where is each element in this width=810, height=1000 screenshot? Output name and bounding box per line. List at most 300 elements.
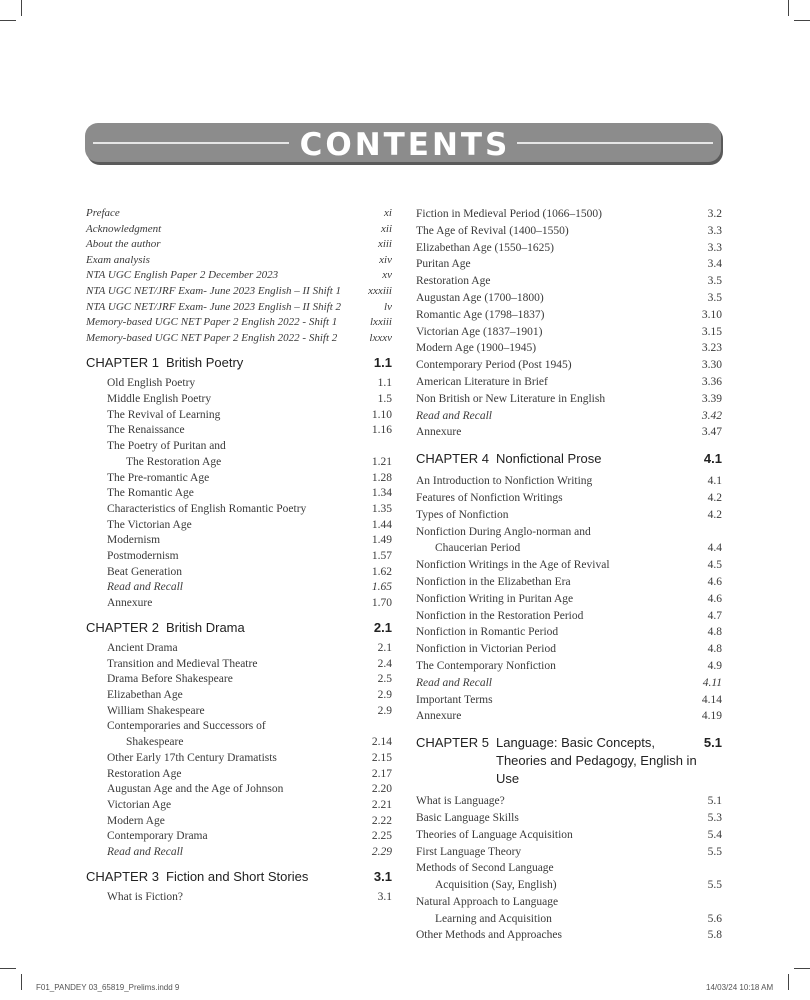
entry-title (416, 340, 702, 357)
entry-title (107, 704, 378, 720)
toc-entry[interactable] (86, 580, 392, 596)
toc-entry[interactable] (86, 596, 392, 612)
entry-page: 2.1 (377, 641, 392, 654)
entry-page: 3.15 (701, 325, 722, 338)
entry-title (416, 408, 702, 425)
entry-title-line: Ancient Drama (107, 641, 178, 654)
entry-page: 2.25 (371, 830, 392, 843)
entry-page: 2.4 (377, 657, 392, 670)
toc-entry[interactable] (86, 767, 392, 783)
toc-entry[interactable] (86, 657, 392, 673)
entry-title-line: Modernism (107, 534, 161, 547)
toc-entry[interactable] (395, 608, 722, 625)
toc-entry[interactable] (395, 273, 722, 290)
entry-page: lv (384, 300, 392, 313)
page-title: CONTENTS (299, 127, 511, 163)
toc-entry[interactable] (395, 424, 722, 441)
entry-title (416, 641, 708, 658)
toc-entry[interactable] (86, 486, 392, 502)
footer-file-info: F01_PANDEY 03_65819_Prelims.indd 9 (36, 983, 180, 992)
entry-title (107, 798, 372, 814)
entry-title (107, 814, 372, 830)
entry-page: 5.6 (707, 912, 722, 925)
entry-title-line: Augustan Age and the Age of Johnson (107, 783, 284, 796)
toc-entry[interactable] (86, 890, 392, 906)
entry-title (107, 751, 372, 767)
entry-title (416, 608, 708, 625)
chapter-page: 2.1 (373, 619, 392, 635)
toc-entry[interactable] (86, 565, 392, 581)
entry-page: 3.30 (701, 359, 722, 372)
chapter-page: 5.1 (703, 735, 722, 751)
entry-title-line: Learning and Acquisition (435, 912, 552, 925)
entry-title-line: Postmodernism (107, 550, 179, 563)
entry-title-line: Annexure (107, 597, 153, 610)
entry-title-line: Augustan Age (1700–1800) (416, 291, 544, 304)
entry-title (416, 473, 708, 490)
entry-page: 3.39 (701, 392, 722, 405)
toc-entry[interactable] (395, 844, 722, 861)
entry-page: 3.47 (701, 426, 722, 439)
entry-title (107, 829, 372, 845)
entry-page: 2.5 (377, 673, 392, 686)
toc-entry[interactable] (395, 290, 722, 307)
entry-title-line: Theories of Language Acquisition (416, 828, 573, 841)
toc-entry[interactable] (86, 814, 392, 830)
entry-title: NTA UGC NET/JRF Exam- June 2023 English – II Shift 1 (86, 284, 342, 297)
entry-page: 4.14 (701, 693, 722, 706)
entry-title-line: The Pre-romantic Age (107, 471, 210, 484)
toc-entry[interactable] (86, 782, 392, 798)
chapter-title (166, 619, 374, 637)
toc-entry[interactable] (86, 719, 392, 750)
entry-title (107, 719, 372, 750)
entry-title-line: The Age of Revival (1400–1550) (416, 224, 569, 237)
toc-entry[interactable] (395, 692, 722, 709)
toc-entry[interactable] (86, 829, 392, 845)
toc-entry[interactable] (395, 473, 722, 490)
entry-title (107, 688, 378, 704)
entry-title (416, 927, 708, 944)
entry-title (107, 890, 378, 906)
toc-entry[interactable] (86, 533, 392, 549)
entry-title: About the author (86, 238, 161, 251)
entry-title-line: Methods of Second Language (416, 862, 554, 875)
entry-title (107, 518, 372, 534)
entry-title (107, 782, 372, 798)
entry-title-line: Characteristics of English Romantic Poetry (107, 502, 307, 515)
toc-entry[interactable] (86, 704, 392, 720)
crop-mark (794, 968, 810, 969)
chapter-page: 4.1 (703, 451, 722, 467)
toc-entry[interactable] (395, 357, 722, 374)
entry-title (107, 533, 372, 549)
chapter-title (166, 868, 374, 886)
toc-entry[interactable] (395, 927, 722, 944)
entry-page: 1.1 (377, 377, 392, 390)
chapter-title-line: Theories and Pedagogy, English in Use (496, 753, 697, 787)
entry-title-line: Victorian Age (107, 798, 172, 811)
entry-title (107, 502, 372, 518)
entry-page: 3.4 (707, 258, 722, 271)
entry-title (416, 256, 708, 273)
crop-mark (0, 968, 16, 969)
toc-entry[interactable] (395, 206, 722, 223)
toc-entry[interactable] (395, 574, 722, 591)
front-matter-entry[interactable] (86, 300, 392, 316)
toc-entry[interactable] (86, 502, 392, 518)
entry-title (107, 641, 378, 657)
entry-title (416, 290, 708, 307)
entry-page: xiv (379, 253, 392, 266)
chapter-title-line: Language: Basic Concepts, (496, 735, 655, 751)
entry-page: 1.49 (371, 534, 392, 547)
entry-title-line: Read and Recall (416, 676, 493, 689)
entry-page: 3.3 (707, 224, 722, 237)
entry-title (416, 391, 702, 408)
toc-entry[interactable] (86, 408, 392, 424)
entry-title (107, 565, 372, 581)
entry-title-line: Puritan Age (416, 258, 471, 271)
entry-page: 1.70 (371, 597, 392, 610)
entry-title (416, 894, 708, 928)
entry-title (416, 860, 708, 894)
chapter-heading[interactable] (416, 450, 722, 468)
entry-title-line: Nonfiction in the Elizabethan Era (416, 575, 571, 588)
chapter-page: 3.1 (373, 868, 392, 884)
entry-title-line: Middle English Poetry (107, 393, 212, 406)
toc-entry[interactable] (86, 423, 392, 439)
entry-page: 5.1 (707, 795, 722, 808)
entry-title (416, 240, 708, 257)
front-matter-entry[interactable] (86, 222, 392, 238)
entry-page: 1.21 (371, 455, 392, 468)
entry-page: 4.19 (701, 710, 722, 723)
chapter-heading[interactable] (416, 734, 722, 788)
entry-title-line: Nonfiction in Victorian Period (416, 643, 556, 656)
chapter-heading[interactable] (86, 354, 392, 372)
entry-title (107, 657, 378, 673)
toc-entry[interactable] (86, 688, 392, 704)
entry-title: Memory-based UGC NET Paper 2 English 2022 - Shift 1 (86, 316, 338, 329)
chapter-title-line: Fiction and Short Stories (166, 868, 309, 884)
entry-title (416, 374, 702, 391)
entry-title-line: Contemporaries and Successors of (107, 720, 266, 733)
chapter-title-line: Nonfictional Prose (496, 451, 602, 467)
entry-title-line: The Victorian Age (107, 518, 192, 531)
entry-title-line: Other Early 17th Century Dramatists (107, 751, 277, 764)
entry-title (416, 273, 708, 290)
toc-entry[interactable] (395, 340, 722, 357)
toc-entry[interactable] (395, 860, 722, 894)
entry-title-line: Old English Poetry (107, 377, 196, 390)
front-matter-entry[interactable] (86, 206, 392, 222)
entry-title-line: Nonfiction in the Restoration Period (416, 609, 584, 622)
entry-title-line: Nonfiction Writings in the Age of Revival (416, 559, 610, 572)
entry-title (416, 206, 708, 223)
chapter-number: CHAPTER 1 (86, 355, 159, 371)
toc-left-column (86, 206, 392, 905)
entry-page: 5.5 (707, 845, 722, 858)
toc-entry[interactable] (395, 793, 722, 810)
chapter-number: CHAPTER 3 (86, 868, 159, 884)
entry-page: xiii (377, 238, 392, 251)
entry-page: lxxxv (369, 331, 392, 344)
toc-entry[interactable] (86, 672, 392, 688)
toc-entry[interactable] (86, 845, 392, 861)
entry-page: 2.21 (371, 798, 392, 811)
entry-title: Memory-based UGC NET Paper 2 English 2022 - Shift 2 (86, 331, 338, 344)
entry-title (416, 675, 703, 692)
entry-page: 1.34 (371, 487, 392, 500)
entry-page: 4.11 (702, 676, 722, 689)
toc-entry[interactable] (395, 591, 722, 608)
chapter-title (496, 734, 704, 788)
entry-page: lxxiii (370, 316, 392, 329)
entry-title-line: The Romantic Age (107, 487, 194, 500)
entry-page: 1.5 (377, 393, 392, 406)
entry-page: 3.42 (701, 409, 722, 422)
toc-entry[interactable] (395, 391, 722, 408)
entry-title-line: Features of Nonfiction Writings (416, 491, 563, 504)
entry-title-line: Transition and Medieval Theatre (107, 657, 258, 670)
toc-entry[interactable] (395, 675, 722, 692)
toc-entry[interactable] (395, 240, 722, 257)
entry-title (107, 580, 372, 596)
entry-title-line: Victorian Age (1837–1901) (416, 325, 543, 338)
entry-page: 4.2 (707, 491, 722, 504)
toc-entry[interactable] (86, 751, 392, 767)
entry-page: 3.5 (707, 275, 722, 288)
entry-title (107, 767, 372, 783)
entry-title-line: Beat Generation (107, 565, 183, 578)
entry-title-line: Nonfiction During Anglo-norman and (416, 525, 591, 538)
entry-page: 5.5 (707, 879, 722, 892)
entry-title-line: Shakespeare (126, 736, 184, 749)
toc-entry[interactable] (86, 392, 392, 408)
chapter-page: 1.1 (373, 355, 392, 371)
entry-page: 2.20 (371, 783, 392, 796)
crop-mark (788, 974, 789, 990)
toc-entry[interactable] (86, 471, 392, 487)
crop-mark (21, 0, 22, 16)
entry-title-line: Basic Language Skills (416, 811, 519, 824)
entry-page: 4.2 (707, 508, 722, 521)
entry-title (416, 692, 702, 709)
entry-title (416, 357, 702, 374)
entry-page: 1.62 (371, 565, 392, 578)
entry-page: 2.14 (371, 736, 392, 749)
toc-entry[interactable] (86, 376, 392, 392)
entry-title-line: The Renaissance (107, 424, 185, 437)
entry-title (416, 307, 702, 324)
crop-mark (788, 0, 789, 16)
front-matter-entry[interactable] (86, 268, 392, 284)
entry-title (416, 793, 708, 810)
entry-title: NTA UGC English Paper 2 December 2023 (86, 269, 279, 282)
entry-title-line: Annexure (416, 710, 462, 723)
contents-banner (85, 123, 725, 167)
entry-title: Preface (86, 207, 120, 219)
entry-page: 4.6 (707, 592, 722, 605)
entry-title-line: Types of Nonfiction (416, 508, 509, 521)
entry-title (107, 845, 372, 861)
front-matter-entry[interactable] (86, 331, 392, 347)
entry-title-line: Restoration Age (107, 767, 182, 780)
entry-title (107, 439, 372, 470)
entry-title (416, 507, 708, 524)
toc-entry[interactable] (395, 524, 722, 558)
toc-entry[interactable] (395, 507, 722, 524)
entry-title: Acknowledgment (86, 222, 162, 235)
entry-title-line: Contemporary Period (Post 1945) (416, 359, 572, 372)
chapter-number: CHAPTER 5 (416, 735, 489, 751)
chapter-title-line: British Poetry (166, 355, 244, 371)
entry-title (416, 708, 702, 725)
entry-title-line: Elizabethan Age (1550–1625) (416, 241, 554, 254)
toc-entry[interactable] (395, 307, 722, 324)
toc-entry[interactable] (395, 894, 722, 928)
toc-entry[interactable] (86, 641, 392, 657)
entry-title (416, 810, 708, 827)
entry-title (416, 591, 708, 608)
chapter-title (166, 354, 374, 372)
entry-title (107, 376, 378, 392)
entry-page: 4.6 (707, 575, 722, 588)
entry-title-line: The Poetry of Puritan and (107, 440, 226, 453)
toc-entry[interactable] (86, 439, 392, 470)
entry-title-line: Read and Recall (107, 846, 184, 859)
entry-title-line: Modern Age (1900–1945) (416, 342, 537, 355)
toc-entry[interactable] (395, 256, 722, 273)
entry-title (107, 471, 372, 487)
entry-title-line: Natural Approach to Language (416, 895, 559, 908)
entry-page: xi (384, 207, 392, 219)
entry-title (416, 658, 708, 675)
chapter-heading[interactable] (86, 619, 392, 637)
entry-title: NTA UGC NET/JRF Exam- June 2023 English – II Shift 2 (86, 300, 342, 313)
entry-title-line: Important Terms (416, 693, 493, 706)
front-matter-entry[interactable] (86, 284, 392, 300)
entry-title (107, 392, 378, 408)
toc-entry[interactable] (86, 549, 392, 565)
toc-entry[interactable] (395, 374, 722, 391)
entry-title-line: Read and Recall (416, 409, 493, 422)
entry-title-line: Romantic Age (1798–1837) (416, 308, 545, 321)
entry-page: xxxiii (368, 284, 392, 297)
entry-page: 1.65 (371, 581, 392, 594)
entry-title-line: Acquisition (Say, English) (435, 879, 557, 892)
entry-title (416, 490, 708, 507)
entry-page: 1.35 (371, 502, 392, 515)
toc-entry[interactable] (395, 408, 722, 425)
entry-title-line: Other Methods and Approaches (416, 929, 562, 942)
entry-title (416, 557, 708, 574)
entry-page: xv (382, 269, 392, 282)
entry-title-line: The Contemporary Nonfiction (416, 659, 556, 672)
front-matter-entry[interactable] (86, 253, 392, 269)
entry-page: 1.16 (371, 424, 392, 437)
entry-title (416, 223, 708, 240)
entry-title-line: Annexure (416, 426, 462, 439)
front-matter-entry[interactable] (86, 315, 392, 331)
entry-page: 2.9 (377, 689, 392, 701)
entry-title (416, 574, 708, 591)
entry-page: 4.7 (707, 609, 722, 622)
entry-title (416, 524, 708, 558)
entry-page: 3.2 (707, 208, 722, 220)
footer-timestamp: 14/03/24 10:18 AM (706, 983, 774, 992)
toc-entry[interactable] (395, 624, 722, 641)
chapter-number: CHAPTER 4 (416, 451, 489, 467)
toc-entry[interactable] (395, 810, 722, 827)
entry-page: 2.9 (377, 704, 392, 717)
entry-title (107, 672, 378, 688)
entry-page: 4.1 (707, 475, 722, 488)
entry-page: 2.22 (371, 814, 392, 827)
entry-page: 4.9 (707, 659, 722, 672)
toc-entry[interactable] (395, 641, 722, 658)
toc-entry[interactable] (395, 708, 722, 725)
front-matter-entry[interactable] (86, 237, 392, 253)
entry-title (416, 324, 702, 341)
toc-entry[interactable] (86, 518, 392, 534)
entry-page: 3.1 (377, 890, 392, 903)
entry-title-line: Contemporary Drama (107, 830, 208, 843)
crop-mark (794, 20, 810, 21)
toc-entry[interactable] (395, 324, 722, 341)
entry-page: 1.28 (371, 471, 392, 484)
entry-page: 2.15 (371, 751, 392, 764)
entry-title-line: Fiction in Medieval Period (1066–1500) (416, 208, 602, 220)
entry-title-line: Chaucerian Period (435, 542, 521, 555)
entry-title-line: The Restoration Age (126, 455, 222, 468)
toc-entry[interactable] (395, 827, 722, 844)
entry-page: 4.8 (707, 626, 722, 639)
chapter-heading[interactable] (86, 868, 392, 886)
entry-title-line: What is Fiction? (107, 890, 184, 903)
entry-title-line: Read and Recall (107, 581, 184, 594)
entry-page: 5.4 (707, 828, 722, 841)
entry-title-line: Elizabethan Age (107, 689, 183, 701)
entry-page: 2.17 (371, 767, 392, 780)
entry-title-line: Nonfiction Writing in Puritan Age (416, 592, 574, 605)
entry-page: 3.10 (701, 308, 722, 321)
toc-entry[interactable] (395, 223, 722, 240)
entry-title-line: William Shakespeare (107, 704, 205, 717)
entry-title (416, 424, 702, 441)
entry-title-line: First Language Theory (416, 845, 522, 858)
entry-title (107, 423, 372, 439)
toc-entry[interactable] (395, 658, 722, 675)
chapter-title-line: British Drama (166, 619, 245, 635)
toc-entry[interactable] (395, 557, 722, 574)
toc-entry[interactable] (395, 490, 722, 507)
entry-title-line: Nonfiction in Romantic Period (416, 626, 559, 639)
entry-title (107, 549, 372, 565)
entry-title (416, 624, 708, 641)
entry-title (416, 827, 708, 844)
entry-title-line: Modern Age (107, 814, 165, 827)
entry-title (416, 844, 708, 861)
entry-page: 3.3 (707, 241, 722, 254)
entry-title-line: Restoration Age (416, 275, 491, 288)
entry-title: Exam analysis (86, 253, 150, 266)
entry-page: 3.36 (701, 375, 722, 388)
entry-page: 5.3 (707, 811, 722, 824)
toc-entry[interactable] (86, 798, 392, 814)
entry-page: 1.10 (371, 408, 392, 421)
